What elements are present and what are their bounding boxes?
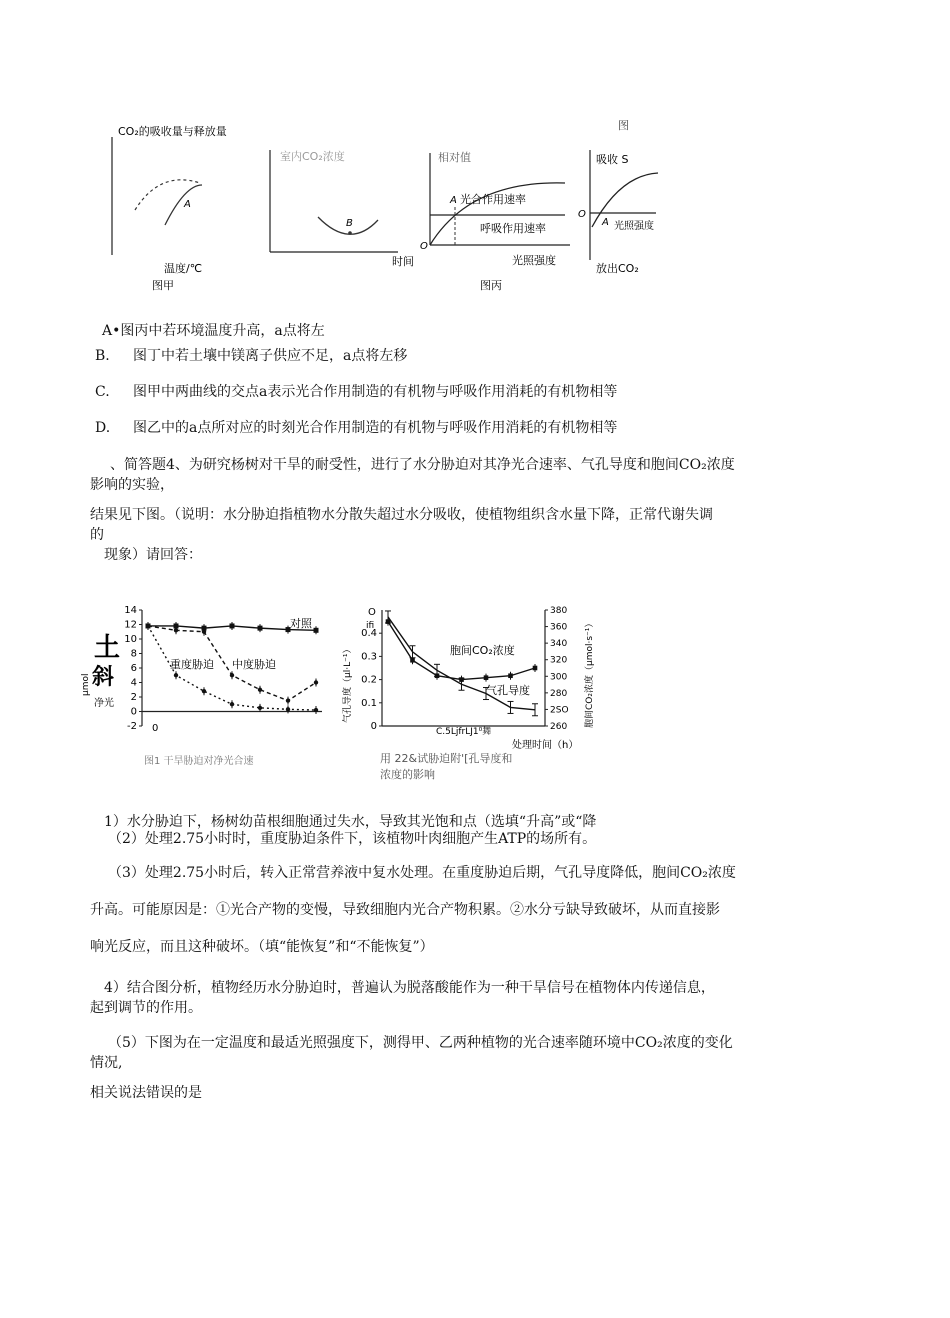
answer-q3b: 升高。可能原因是：①光合产物的变慢，导致细胞内光合产物积累。②水分亏缺导致破坏，从而直接影 (90, 902, 720, 918)
chart1-big-b: 斜 (92, 665, 115, 690)
figure-yi (270, 149, 414, 268)
chart2-xlabel: 处理时间（h） (512, 740, 579, 751)
jia-caption: 图甲 (152, 279, 174, 292)
bing-ylabel: 相对值 (438, 151, 471, 164)
bing-label-photo: 光合作用速率 (460, 193, 526, 206)
chart1-ytick-label: 12 (124, 619, 137, 631)
ding-ylabel: 吸收 S (596, 153, 629, 166)
chart2-label-ci: 胞间CO₂浓度 (450, 644, 515, 657)
option-a: A•图丙中若环境温度升高，a点将左 (102, 323, 325, 339)
question-line4: 的 (90, 527, 104, 543)
chart2-xnote: C.5LjfrLJ1⁰舞 (436, 727, 492, 737)
chart1-point (174, 628, 178, 632)
chart1-point (286, 698, 290, 702)
chart1-ylabel: 净光 (94, 698, 114, 709)
chart1-point (286, 707, 290, 711)
chart1-label-medium: 中度胁迫 (232, 658, 276, 671)
chart2-right-tick-label: 260 (550, 722, 568, 732)
chart1 (81, 598, 340, 773)
ding-point-a: A (602, 217, 609, 228)
yi-xlabel: 时间 (392, 255, 414, 268)
yi-point-b: B (346, 218, 353, 229)
answer-q4b: 起到调节的作用。 (90, 1000, 202, 1016)
answer-q1: 1）水分胁迫下，杨树幼苗根细胞通过失水，导致其光饱和点（选填“升高”或“降 (104, 814, 597, 830)
chart1-x0: 0 (152, 723, 159, 734)
chart2-ci-point (410, 658, 415, 663)
chart2-ylabel-right: 胞间CO₂浓度（μmol·s⁻¹） (585, 618, 595, 728)
figure-bing (420, 150, 570, 292)
chart1-point (230, 702, 234, 706)
answer-q2: （2）处理2.75小时时，重度胁迫条件下，该植物叶肉细胞产生ATP的场所有。 (108, 831, 597, 847)
chart2-left-tick-label: 0.4 (361, 628, 377, 640)
question-line2: 影响的实验， (90, 477, 174, 493)
figure-jia (112, 124, 227, 292)
option-b: 图丁中若土壤中镁离子供应不足，a点将左移 (133, 348, 408, 364)
chart1-point (230, 673, 234, 677)
chart1-caption: 图1 干旱胁迫对净光合速 (144, 756, 254, 767)
chart1-yunit: μmol (81, 673, 91, 696)
chart1-point (202, 630, 206, 634)
chart1-point (286, 627, 291, 632)
chart2-yleft-top2: ifi (366, 621, 375, 631)
chart1-label-control: 对照 (290, 617, 312, 630)
chart2-left-tick-label: 0.3 (361, 651, 377, 663)
chart2 (340, 598, 602, 783)
bing-label-resp: 呼吸作用速率 (480, 222, 546, 235)
chart1-point (258, 626, 263, 631)
chart2-yleft-top: O (368, 607, 376, 618)
yi-ylabel: 室内CO₂浓度 (280, 150, 345, 163)
ding-xlabel: 光照强度 (614, 221, 654, 232)
bing-origin: O (420, 241, 428, 252)
chart1-ytick-label: 8 (130, 648, 137, 660)
chart1-ytick-label: 2 (130, 692, 137, 703)
option-d-letter: D. (95, 420, 111, 436)
answer-q3c: 响光反应，而且这种破坏。（填“能恢复”和“不能恢复”） (90, 939, 434, 955)
option-b-letter: B. (95, 348, 110, 364)
chart1-ytick-label: 14 (124, 605, 137, 616)
question-line3: 结果见下图。（说明：水分胁迫指植物水分散失超过水分吸收，使植物组织含水量下降，正常代谢失调 (90, 507, 713, 523)
top-figures-svg (100, 115, 660, 315)
chart2-right-tick-label: 2SO (550, 705, 569, 716)
chart2-ylabel-left: 气孔导度（μl·L⁻¹） (343, 644, 353, 723)
chart2-label-gs: 气孔导度 (486, 684, 530, 697)
chart1-point (202, 689, 206, 693)
answer-q3a: （3）处理2.75小时后，转入正常营养液中复水处理。在重度胁迫后期，气孔导度降低，胞间CO₂浓度 (108, 865, 736, 881)
jia-point-a: A (184, 199, 191, 210)
chart2-svg (340, 598, 602, 783)
answer-q5c: 相关说法错误的是 (90, 1085, 202, 1101)
chart1-point (314, 680, 318, 684)
option-c: 图甲中两曲线的交点a表示光合作用制造的有机物与呼吸作用消耗的有机物相等 (133, 384, 618, 400)
question-line1: 、简答题4、为研究杨树对干旱的耐受性，进行了水分胁迫对其净光合速率、气孔导度和胞间CO₂浓度 (110, 457, 735, 473)
chart2-right-tick-label: 300 (550, 672, 568, 683)
chart1-point (174, 673, 178, 677)
chart1-label-heavy: 重度胁迫 (170, 658, 214, 671)
chart1-point (314, 628, 319, 633)
chart2-ci-point (508, 673, 513, 678)
chart2-caption1: 用 22&试胁迫附'[孔导度和 (380, 752, 513, 765)
chart2-right-tick-label: 360 (550, 622, 568, 633)
chart1-point (258, 688, 262, 692)
ding-origin: O (578, 209, 586, 220)
chart1-ytick-label: 4 (130, 677, 137, 689)
chart1-ytick-label: 0 (130, 706, 137, 718)
answer-q4a: 4）结合图分析，植物经历水分胁迫时，普遍认为脱落酸能作为一种干旱信号在植物体内传递信息， (104, 980, 715, 996)
corner-mark: 图 (618, 119, 629, 132)
chart2-left-tick-label: 0 (370, 721, 377, 732)
chart2-right-tick-label: 340 (550, 639, 568, 650)
bing-caption: 图丙 (480, 279, 502, 292)
top-figures (100, 115, 660, 315)
chart1-point (314, 708, 318, 712)
chart1-ytick-label: 6 (130, 663, 137, 674)
chart1-ytick-label: 10 (124, 634, 137, 645)
chart1-big-a: 土 (94, 633, 121, 663)
chart1-point (258, 706, 262, 710)
chart1-svg (81, 598, 340, 773)
chart2-right-tick-label: 380 (550, 606, 568, 616)
chart2-ci-point (533, 666, 538, 671)
chart2-left-tick-label: 0.2 (361, 674, 377, 686)
chart2-right-tick-label: 320 (550, 655, 568, 666)
jia-xlabel: 温度/℃ (164, 262, 203, 275)
chart1-ytick-label: -2 (127, 721, 137, 732)
chart1-point (230, 623, 235, 628)
jia-ylabel: CO₂的吸收量与释放量 (118, 125, 227, 138)
ding-ylabel2: 放出CO₂ (596, 262, 639, 275)
bing-xlabel: 光照强度 (512, 254, 556, 267)
chart1-point (146, 624, 150, 628)
answer-q5b: 情况, (90, 1055, 123, 1071)
option-d: 图乙中的a点所对应的时刻光合作用制造的有机物与呼吸作用消耗的有机物相等 (133, 420, 618, 436)
answer-q5a: （5）下图为在一定温度和最适光照强度下，测得甲、乙两种植物的光合速率随环境中CO₂浓度的变化 (108, 1035, 733, 1051)
option-c-letter: C. (95, 384, 110, 400)
figure-ding (578, 150, 658, 275)
chart2-caption2: 浓度的影响 (380, 768, 435, 781)
question-line5: 现象）请回答： (104, 547, 202, 563)
chart2-right-tick-label: 280 (550, 688, 568, 699)
chart2-left-tick-label: 0.1 (361, 697, 377, 709)
bing-point-a: A (450, 195, 457, 206)
chart2-ci-point (484, 675, 489, 680)
